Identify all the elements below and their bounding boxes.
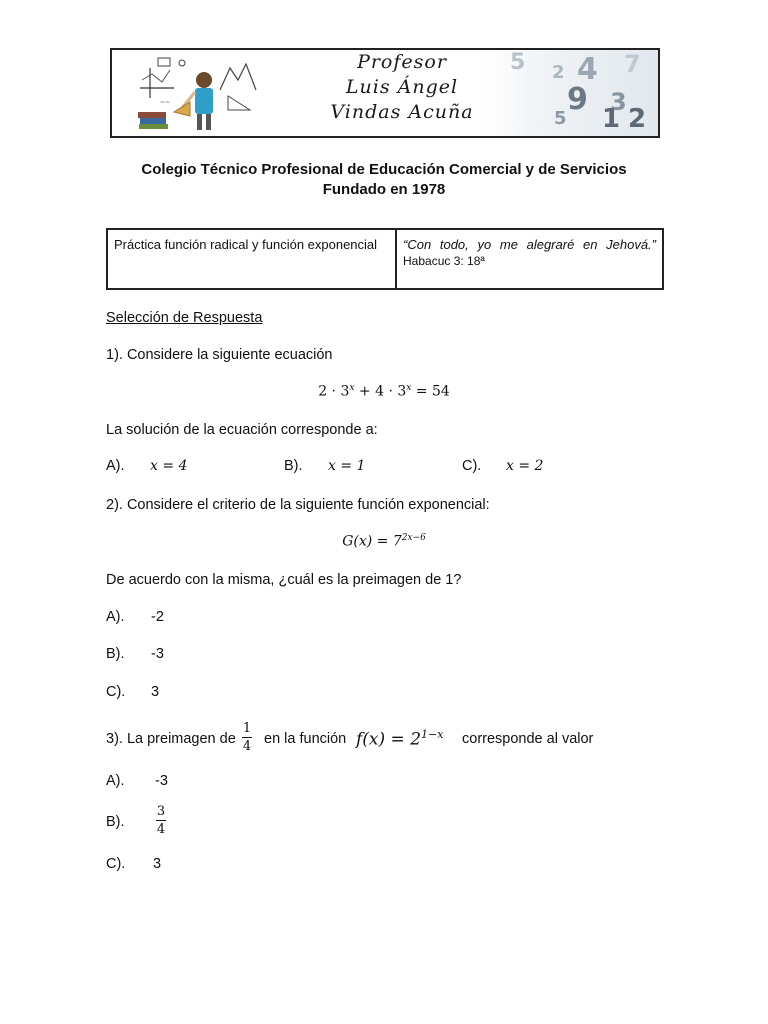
eq-part: + 4 · 3	[354, 383, 407, 400]
q2-option-b-label[interactable]: B).	[106, 646, 125, 662]
fraction-denominator: 4	[156, 822, 166, 837]
eq-part: f(x) = 2	[356, 729, 422, 750]
school-name: Colegio Técnico Profesional de Educación Comercial y de Servicios	[141, 161, 627, 178]
deco-digit: 1	[602, 104, 621, 134]
q2-option-b-value: -3	[151, 646, 164, 662]
bible-quote: “Con todo, yo me alegraré en Jehová.”	[403, 237, 656, 252]
banner-line-name: Luis Ángel	[345, 76, 459, 98]
q1-option-a-label[interactable]: A).	[106, 458, 125, 474]
q2-follow: De acuerdo con la misma, ¿cuál es la preimagen de 1?	[106, 572, 462, 588]
q3-option-c-value: 3	[153, 856, 162, 872]
eq-exponent: x	[349, 383, 355, 393]
eq-part: G(x) = 7	[342, 533, 402, 550]
bible-citation: Habacuc 3: 18ª	[403, 254, 485, 268]
deco-digit: 2	[628, 104, 647, 134]
q2-equation	[0, 533, 768, 550]
q3-option-c-label[interactable]: C).	[106, 856, 126, 872]
q3-prompt-middle: en la función	[264, 731, 347, 747]
q3-option-b-fraction	[156, 804, 166, 837]
q2-option-a-value: -2	[151, 609, 164, 625]
deco-digit: 5	[554, 108, 567, 129]
q2-option-a-label[interactable]: A).	[106, 609, 125, 625]
quote-cell	[397, 230, 662, 288]
q1-option-b-value: x = 1	[328, 458, 366, 474]
q2-option-c-value: 3	[151, 684, 160, 700]
numbers-collage	[482, 50, 658, 136]
banner-title	[317, 50, 487, 125]
fraction-bar	[156, 820, 166, 821]
eq-part: 2 · 3	[318, 383, 350, 400]
q1-option-a-value: x = 4	[150, 458, 188, 474]
eq-exponent: x	[406, 383, 412, 393]
teacher-illustration	[112, 50, 272, 136]
q3-option-b-label[interactable]: B).	[106, 814, 125, 830]
q3-option-a-label[interactable]: A).	[106, 773, 125, 789]
fraction-numerator: 3	[156, 804, 166, 819]
banner-line-surname: Vindas Acuña	[330, 101, 474, 123]
q1-equation	[0, 383, 768, 400]
q1-follow: La solución de la ecuación corresponde a:	[106, 422, 378, 438]
q3-prompt-start: 3). La preimagen de	[106, 731, 236, 747]
deco-digit: 7	[624, 50, 641, 78]
eq-exponent: 1−x	[421, 728, 444, 741]
header-banner	[110, 48, 660, 138]
practice-title: Práctica función radical y función exponencial	[108, 230, 397, 288]
fraction-bar	[242, 737, 252, 738]
q1-option-c-value: x = 2	[506, 458, 544, 474]
q2-prompt: 2). Considere el criterio de la siguiente función exponencial:	[106, 497, 490, 513]
deco-digit: 3	[610, 88, 627, 116]
deco-digit: 2	[552, 62, 565, 83]
section-title: Selección de Respuesta	[106, 310, 263, 326]
deco-digit: 4	[577, 52, 598, 87]
deco-digit: 5	[510, 50, 526, 75]
founded-line: Fundado en 1978	[322, 181, 446, 198]
eq-exponent: 2x−6	[401, 533, 426, 543]
q1-prompt: 1). Considere la siguiente ecuación	[106, 347, 333, 363]
q3-option-a-value: -3	[155, 773, 168, 789]
info-table	[106, 228, 664, 290]
deco-digit: 9	[567, 82, 588, 117]
eq-part: = 54	[411, 383, 450, 400]
banner-line-profesor: Profesor	[357, 51, 447, 73]
svg-text:~~: ~~	[160, 99, 171, 106]
q3-function	[356, 728, 443, 750]
q1-option-c-label[interactable]: C).	[462, 458, 482, 474]
q3-fraction	[242, 721, 252, 754]
q2-option-c-label[interactable]: C).	[106, 684, 126, 700]
fraction-denominator: 4	[242, 739, 252, 754]
fraction-numerator: 1	[242, 721, 252, 736]
q1-option-b-label[interactable]: B).	[284, 458, 303, 474]
q3-prompt-end: corresponde al valor	[462, 731, 594, 747]
